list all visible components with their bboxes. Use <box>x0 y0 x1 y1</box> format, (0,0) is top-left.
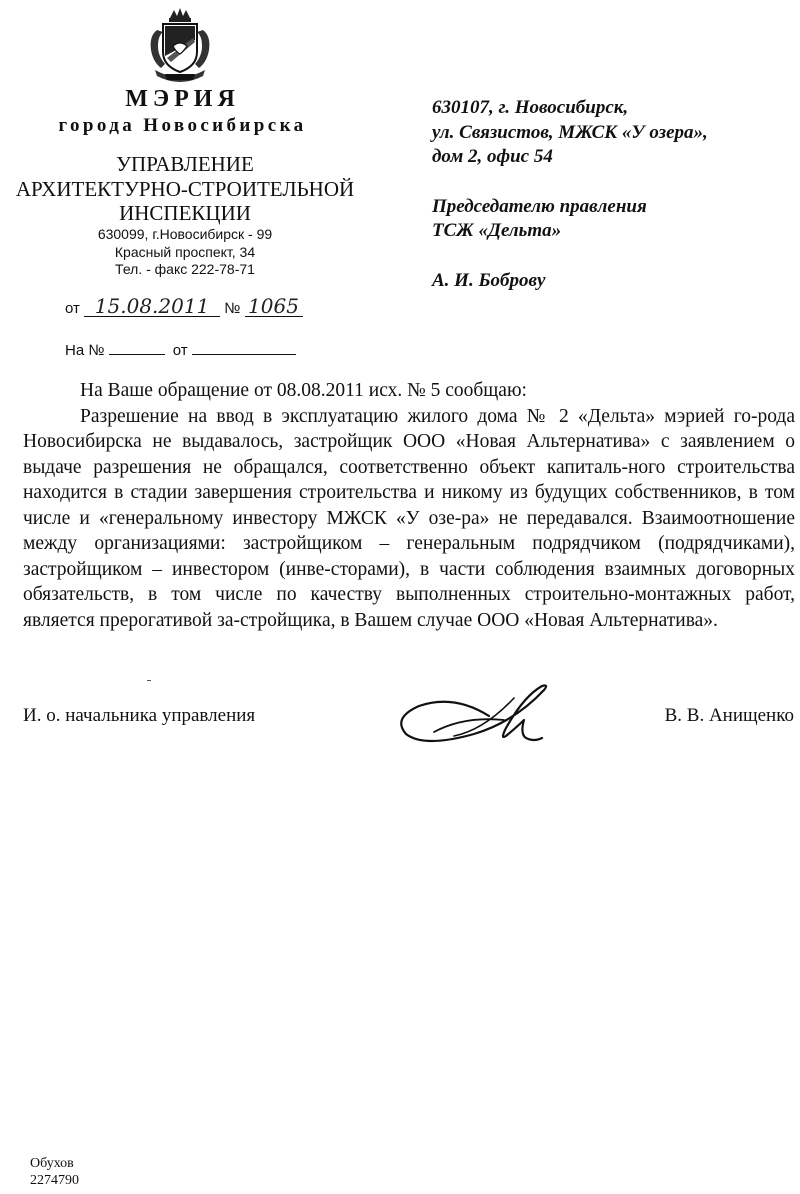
recipient-position: Председателю правления <box>432 195 647 217</box>
body-paragraph: На Ваше обращение от 08.08.2011 исх. № 5 сообщаю: <box>80 380 527 401</box>
registration-date: 15.08.2011 <box>84 296 220 317</box>
recipient-address-line: дом 2, офис 54 <box>432 146 553 167</box>
address-line: Тел. - факс 222-78-71 <box>115 261 255 277</box>
recipient-name: А. И. Боброву <box>432 269 546 291</box>
signatory-name: В. В. Анищенко <box>664 705 794 726</box>
executor-name: Обухов <box>30 1156 74 1171</box>
address-line: 630099, г.Новосибирск - 99 <box>97 226 273 242</box>
address-line: Красный проспект, 34 <box>114 243 256 260</box>
department-name <box>0 152 370 226</box>
department-line: УПРАВЛЕНИЕ <box>116 152 254 176</box>
executor-phone: 2274790 <box>30 1173 79 1188</box>
recipient-block <box>432 96 708 293</box>
recipient-address-line: 630107, г. Новосибирск, <box>432 97 629 118</box>
reply-date-blank <box>192 340 296 355</box>
recipient-address-line: ул. Связистов, МЖСК «У озера», <box>432 121 708 143</box>
number-prefix: № <box>224 300 241 317</box>
stray-mark <box>147 680 151 681</box>
organization-title: МЭРИЯ <box>125 86 240 112</box>
reply-number-blank <box>109 340 165 355</box>
reply-from-prefix: от <box>172 342 188 359</box>
department-line: АРХИТЕКТУРНО-СТРОИТЕЛЬНОЙ <box>15 176 355 201</box>
body-paragraph: Разрешение на ввод в эксплуатацию жилого дома № 2 «Дельта» мэрией го-рода Новосибирска не выдавалось, застройщик ООО «Новая Альтернатива» с заявлением о выдаче разрешения не обращался, соответственно объект капиталь-ного строительства находится в стадии завершения строительства и никому из будущих собственников, в том числе и «генеральному инвестору МЖСК «У озе-ра» не передавался. Взаимоотношение между организациями: застройщиком – генеральным подрядчиком (подрядчиками), застройщиком – инвестором (инве-сторами), в части соблюдения взаимных договорных обязательств, в том числе по качеству выполненных строительно-монтажных работ, является прерогативой за-стройщика, в Вашем случае ООО «Новая Альтернатива». <box>23 405 795 631</box>
reply-number-prefix: На № <box>65 342 105 359</box>
sender-address <box>0 226 370 279</box>
letter-body <box>23 378 795 633</box>
organization-city: города Новосибирска <box>58 115 307 136</box>
reply-reference-line <box>65 340 296 359</box>
signature-icon <box>394 676 554 756</box>
department-line: ИНСПЕКЦИИ <box>119 201 251 225</box>
recipient-organization: ТСЖ «Дельта» <box>432 220 562 241</box>
registration-number: 1065 <box>245 296 303 317</box>
date-prefix: от <box>65 300 80 317</box>
executor-info <box>30 1155 79 1189</box>
signatory-title: И. о. начальника управления <box>23 705 256 726</box>
registration-line <box>65 296 303 317</box>
coat-of-arms-icon <box>143 6 217 88</box>
